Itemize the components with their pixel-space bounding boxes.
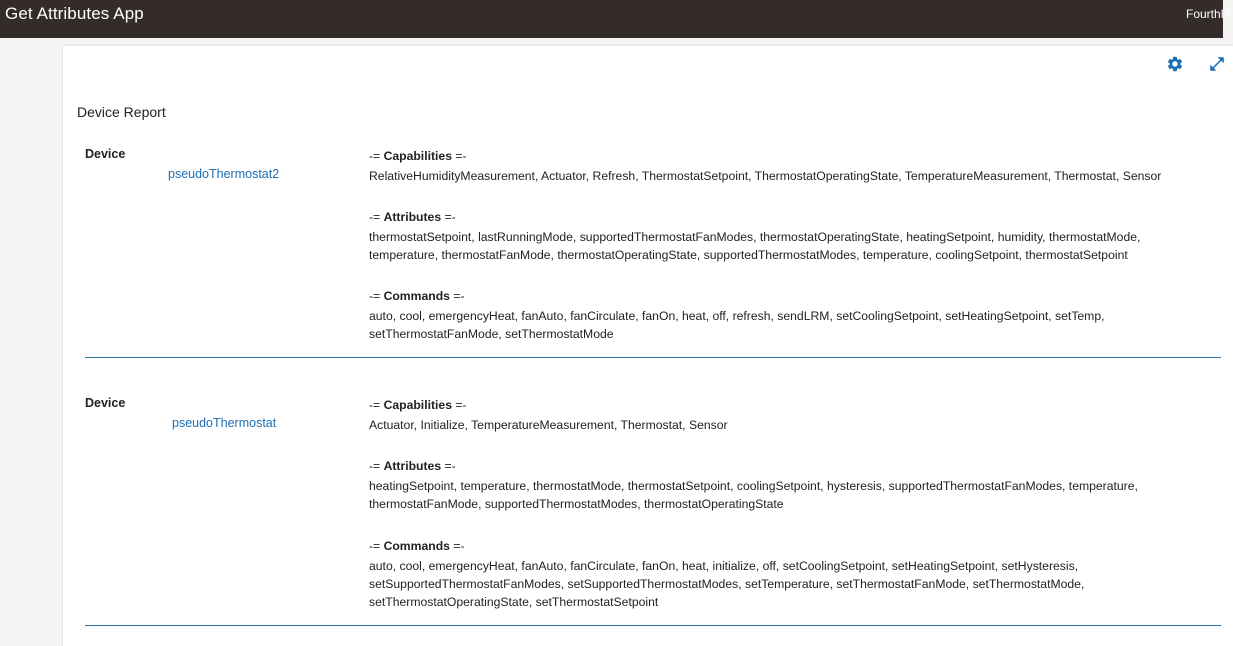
capabilities-list: Actuator, Initialize, TemperatureMeasurement, Thermostat, Sensor <box>369 418 728 432</box>
hub-name[interactable]: FourthH <box>1186 7 1230 21</box>
page-title: Device Report <box>77 104 166 120</box>
commands-line: setThermostatFanMode, setThermostatMode <box>369 327 614 341</box>
capabilities-heading: -= Capabilities =- <box>369 149 467 163</box>
device-link[interactable]: pseudoThermostat <box>172 416 277 430</box>
commands-line: setSupportedThermostatFanModes, setSupportedThermostatModes, setTemperature, setThermostatFanMode, setThermostatMode, <box>369 577 1085 591</box>
gear-icon[interactable] <box>1166 55 1184 73</box>
attributes-line: temperature, thermostatFanMode, thermostatOperatingState, supportedThermostatModes, temperature, coolingSetpoint, thermostatSetpoint <box>369 248 1128 262</box>
divider <box>85 357 1221 358</box>
commands-line: setThermostatOperatingState, setThermostatSetpoint <box>369 595 659 609</box>
attributes-line: thermostatFanMode, supportedThermostatModes, thermostatOperatingState <box>369 497 784 511</box>
attributes-line: thermostatSetpoint, lastRunningMode, supportedThermostatFanModes, thermostatOperatingState, heatingSetpoint, humidity, thermostatMode, <box>369 230 1141 244</box>
attributes-list <box>369 477 1199 513</box>
top-app-bar <box>0 0 1230 38</box>
commands-section <box>369 537 1199 611</box>
commands-section <box>369 287 1199 343</box>
attributes-heading: -= Attributes =- <box>369 459 456 473</box>
capabilities-section <box>369 147 1199 185</box>
divider <box>85 625 1221 626</box>
attributes-section <box>369 208 1199 264</box>
attributes-section <box>369 457 1199 513</box>
commands-line: auto, cool, emergencyHeat, fanAuto, fanCirculate, fanOn, heat, off, refresh, sendLRM, setCoolingSetpoint, setHeatingSetpoint, setTemp, <box>369 309 1105 323</box>
expand-icon[interactable] <box>1208 55 1226 73</box>
commands-heading: -= Commands =- <box>369 539 465 553</box>
commands-heading: -= Commands =- <box>369 289 465 303</box>
device-label: Device <box>85 396 126 410</box>
attributes-heading: -= Attributes =- <box>369 210 456 224</box>
capabilities-section <box>369 396 1199 434</box>
commands-line: auto, cool, emergencyHeat, fanAuto, fanCirculate, fanOn, heat, initialize, off, setCoolingSetpoint, setHeatingSetpoint, setHysteresis, <box>369 559 1079 573</box>
attributes-line: heatingSetpoint, temperature, thermostatMode, thermostatSetpoint, coolingSetpoint, hysteresis, supportedThermostatFanModes, temperature, <box>369 479 1138 493</box>
attributes-list <box>369 228 1199 264</box>
commands-list <box>369 307 1199 343</box>
app-title: Get Attributes App <box>5 4 144 23</box>
device-link[interactable]: pseudoThermostat2 <box>168 167 280 181</box>
capabilities-list: RelativeHumidityMeasurement, Actuator, Refresh, ThermostatSetpoint, ThermostatOperatingState, TemperatureMeasurement, Thermostat, Sensor <box>369 169 1162 183</box>
commands-list <box>369 557 1199 611</box>
device-label: Device <box>85 147 126 161</box>
capabilities-heading: -= Capabilities =- <box>369 398 467 412</box>
